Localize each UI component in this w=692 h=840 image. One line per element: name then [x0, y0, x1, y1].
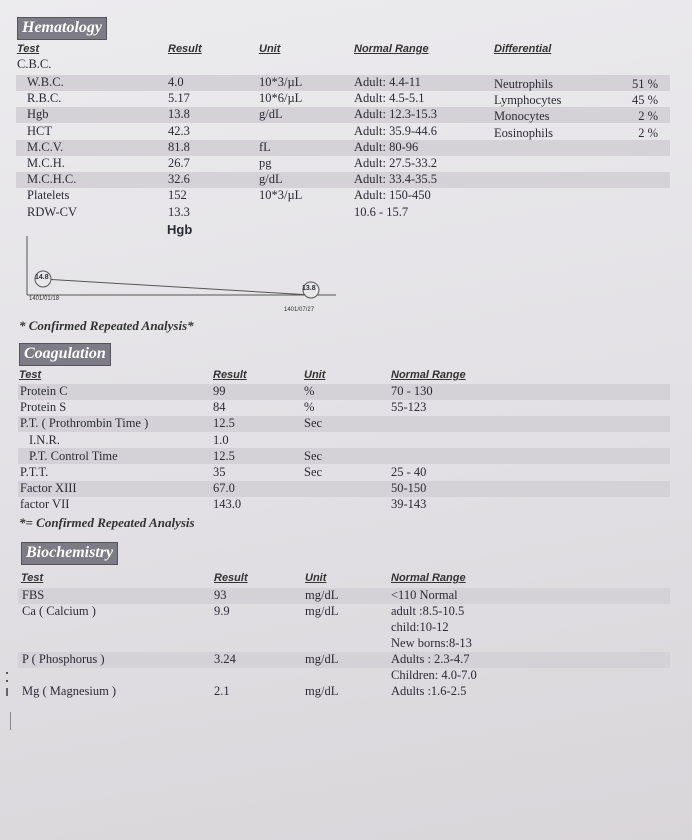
biochemistry-unit: mg/dL: [305, 652, 339, 666]
hematology-test-name: Hgb: [27, 107, 49, 122]
coagulation-normal-range: 55-123: [391, 400, 427, 415]
trend-point-2-date: 1401/07/27: [284, 307, 315, 313]
hematology-result: 32.6: [168, 172, 190, 187]
margin-mark: [6, 672, 8, 674]
hematology-test-name: Platelets: [27, 188, 70, 203]
cbc-group-label: C.B.C.: [17, 57, 52, 71]
biochemistry-header-result: Result: [214, 572, 248, 584]
hematology-header-result: Result: [168, 43, 202, 55]
hematology-normal-range: Adult: 33.4-35.5: [354, 172, 437, 187]
coagulation-test-name: I.N.R.: [29, 432, 60, 447]
hematology-header-normal-range: Normal Range: [354, 43, 429, 55]
margin-mark: [6, 688, 8, 696]
biochemistry-test-name: FBS: [22, 588, 45, 602]
coagulation-result: 84: [213, 400, 226, 415]
biochemistry-unit: mg/dL: [305, 684, 339, 698]
differential-value: 51 %: [631, 77, 658, 91]
differential-name: Lymphocytes: [494, 93, 562, 108]
hematology-result: 4.0: [168, 75, 184, 89]
biochemistry-normal-range: <110 Normal: [391, 588, 458, 602]
coagulation-header-normal-range: Normal Range: [391, 369, 466, 381]
trend-point-2-value: 13.8: [302, 285, 316, 292]
hematology-header-differential: Differential: [494, 43, 552, 55]
coagulation-header-test: Test: [19, 369, 42, 381]
hematology-result: 26.7: [168, 156, 190, 170]
coagulation-normal-range: 70 - 130: [391, 384, 433, 398]
hematology-test-name: M.C.H.C.: [27, 172, 77, 187]
biochemistry-header-unit: Unit: [305, 572, 327, 584]
coagulation-title: Coagulation: [19, 343, 111, 366]
hematology-normal-range: Adult: 35.9-44.6: [354, 123, 437, 138]
hematology-unit: 10*3/µL: [259, 75, 303, 89]
row-band: [16, 75, 670, 91]
biochemistry-normal-range: Adults :1.6-2.5: [391, 684, 467, 698]
coagulation-normal-range: 25 - 40: [391, 465, 427, 479]
biochemistry-normal-range: adult :8.5-10.5: [391, 604, 465, 618]
hematology-normal-range: Adult: 12.3-15.3: [354, 107, 437, 122]
hematology-unit: 10*3/µL: [259, 188, 303, 203]
biochemistry-header-test: Test: [21, 572, 44, 584]
differential-name: Monocytes: [494, 109, 550, 124]
differential-value: 2 %: [638, 125, 658, 140]
hematology-normal-range: Adult: 27.5-33.2: [354, 156, 437, 170]
hematology-test-name: HCT: [27, 123, 52, 138]
hematology-header-test: Test: [17, 43, 40, 55]
hematology-result: 5.17: [168, 91, 190, 106]
biochemistry-header-normal-range: Normal Range: [391, 572, 466, 584]
coagulation-result: 99: [213, 384, 226, 398]
trend-chart-label: Hgb: [167, 222, 193, 237]
trend-point-1-date: 1401/01/18: [29, 296, 60, 302]
hematology-normal-range: Adult: 4.5-5.1: [354, 91, 425, 106]
coagulation-unit: Sec: [304, 448, 323, 463]
biochemistry-test-name: P ( Phosphorus ): [22, 652, 105, 666]
biochemistry-test-name: Mg ( Magnesium ): [22, 684, 117, 698]
differential-name: Neutrophils: [494, 77, 554, 91]
hematology-normal-range: 10.6 - 15.7: [354, 204, 409, 219]
trend-line: [43, 279, 311, 295]
coagulation-unit: %: [304, 384, 315, 398]
margin-mark: [10, 712, 11, 730]
coagulation-result: 1.0: [213, 432, 229, 447]
hematology-unit: fL: [259, 139, 271, 154]
biochemistry-unit: mg/dL: [305, 604, 339, 618]
hematology-normal-range: Adult: 4.4-11: [354, 75, 421, 89]
hematology-result: 42.3: [168, 123, 190, 138]
coagulation-test-name: factor VII: [20, 497, 70, 512]
coagulation-result: 35: [213, 465, 226, 479]
coagulation-result: 12.5: [213, 416, 235, 431]
coagulation-unit: %: [304, 400, 315, 415]
row-band: [18, 652, 670, 668]
hematology-header-unit: Unit: [259, 43, 281, 55]
hematology-unit: pg: [259, 156, 272, 170]
biochemistry-normal-range: New borns:8-13: [391, 636, 472, 650]
row-band: [16, 140, 670, 156]
row-band: [18, 384, 670, 400]
coagulation-unit: Sec: [304, 416, 323, 431]
coagulation-test-name: P.T. Control Time: [29, 448, 118, 463]
hematology-result: 152: [168, 188, 187, 203]
row-band: [18, 481, 670, 497]
margin-mark: [6, 680, 8, 682]
differential-value: 2 %: [638, 109, 658, 124]
biochemistry-test-name: Ca ( Calcium ): [22, 604, 96, 618]
coagulation-test-name: Factor XIII: [20, 481, 77, 496]
coagulation-result: 67.0: [213, 481, 235, 496]
hematology-confirmed-note: * Confirmed Repeated Analysis*: [19, 318, 194, 333]
biochemistry-title: Biochemistry: [21, 542, 118, 565]
hematology-unit: g/dL: [259, 107, 283, 122]
hematology-result: 13.3: [168, 204, 190, 219]
hematology-test-name: W.B.C.: [27, 75, 64, 89]
trend-point-1-value: 14.8: [35, 274, 49, 281]
hematology-test-name: M.C.V.: [27, 139, 64, 154]
coagulation-normal-range: 39-143: [391, 497, 427, 512]
hematology-test-name: M.C.H.: [27, 156, 65, 170]
biochemistry-normal-range: child:10-12: [391, 620, 449, 634]
hematology-unit: g/dL: [259, 172, 283, 187]
hematology-test-name: R.B.C.: [27, 91, 62, 106]
differential-name: Eosinophils: [494, 125, 554, 140]
hematology-result: 81.8: [168, 139, 190, 154]
biochemistry-result: 3.24: [214, 652, 236, 666]
row-band: [18, 588, 670, 604]
coagulation-test-name: Protein S: [20, 400, 67, 415]
biochemistry-unit: mg/dL: [305, 588, 339, 602]
differential-value: 45 %: [631, 93, 658, 108]
coagulation-unit: Sec: [304, 465, 323, 479]
coagulation-test-name: P.T. ( Prothrombin Time ): [20, 416, 149, 431]
hematology-normal-range: Adult: 80-96: [354, 139, 419, 154]
biochemistry-result: 9.9: [214, 604, 230, 618]
biochemistry-normal-range: Children: 4.0-7.0: [391, 668, 477, 682]
coagulation-result: 12.5: [213, 448, 235, 463]
hematology-result: 13.8: [168, 107, 190, 122]
row-band: [16, 107, 670, 123]
hematology-unit: 10*6/µL: [259, 91, 303, 106]
coagulation-confirmed-note: *= Confirmed Repeated Analysis: [19, 515, 195, 530]
hematology-test-name: RDW-CV: [27, 204, 77, 219]
biochemistry-normal-range: Adults : 2.3-4.7: [391, 652, 470, 666]
coagulation-normal-range: 50-150: [391, 481, 427, 496]
coagulation-test-name: P.T.T.: [20, 465, 49, 479]
coagulation-result: 143.0: [213, 497, 242, 512]
biochemistry-result: 2.1: [214, 684, 230, 698]
coagulation-test-name: Protein C: [20, 384, 68, 398]
coagulation-header-unit: Unit: [304, 369, 326, 381]
coagulation-header-result: Result: [213, 369, 247, 381]
biochemistry-result: 93: [214, 588, 227, 602]
hematology-normal-range: Adult: 150-450: [354, 188, 431, 203]
hematology-title: Hematology: [17, 17, 107, 40]
row-band: [16, 172, 670, 188]
